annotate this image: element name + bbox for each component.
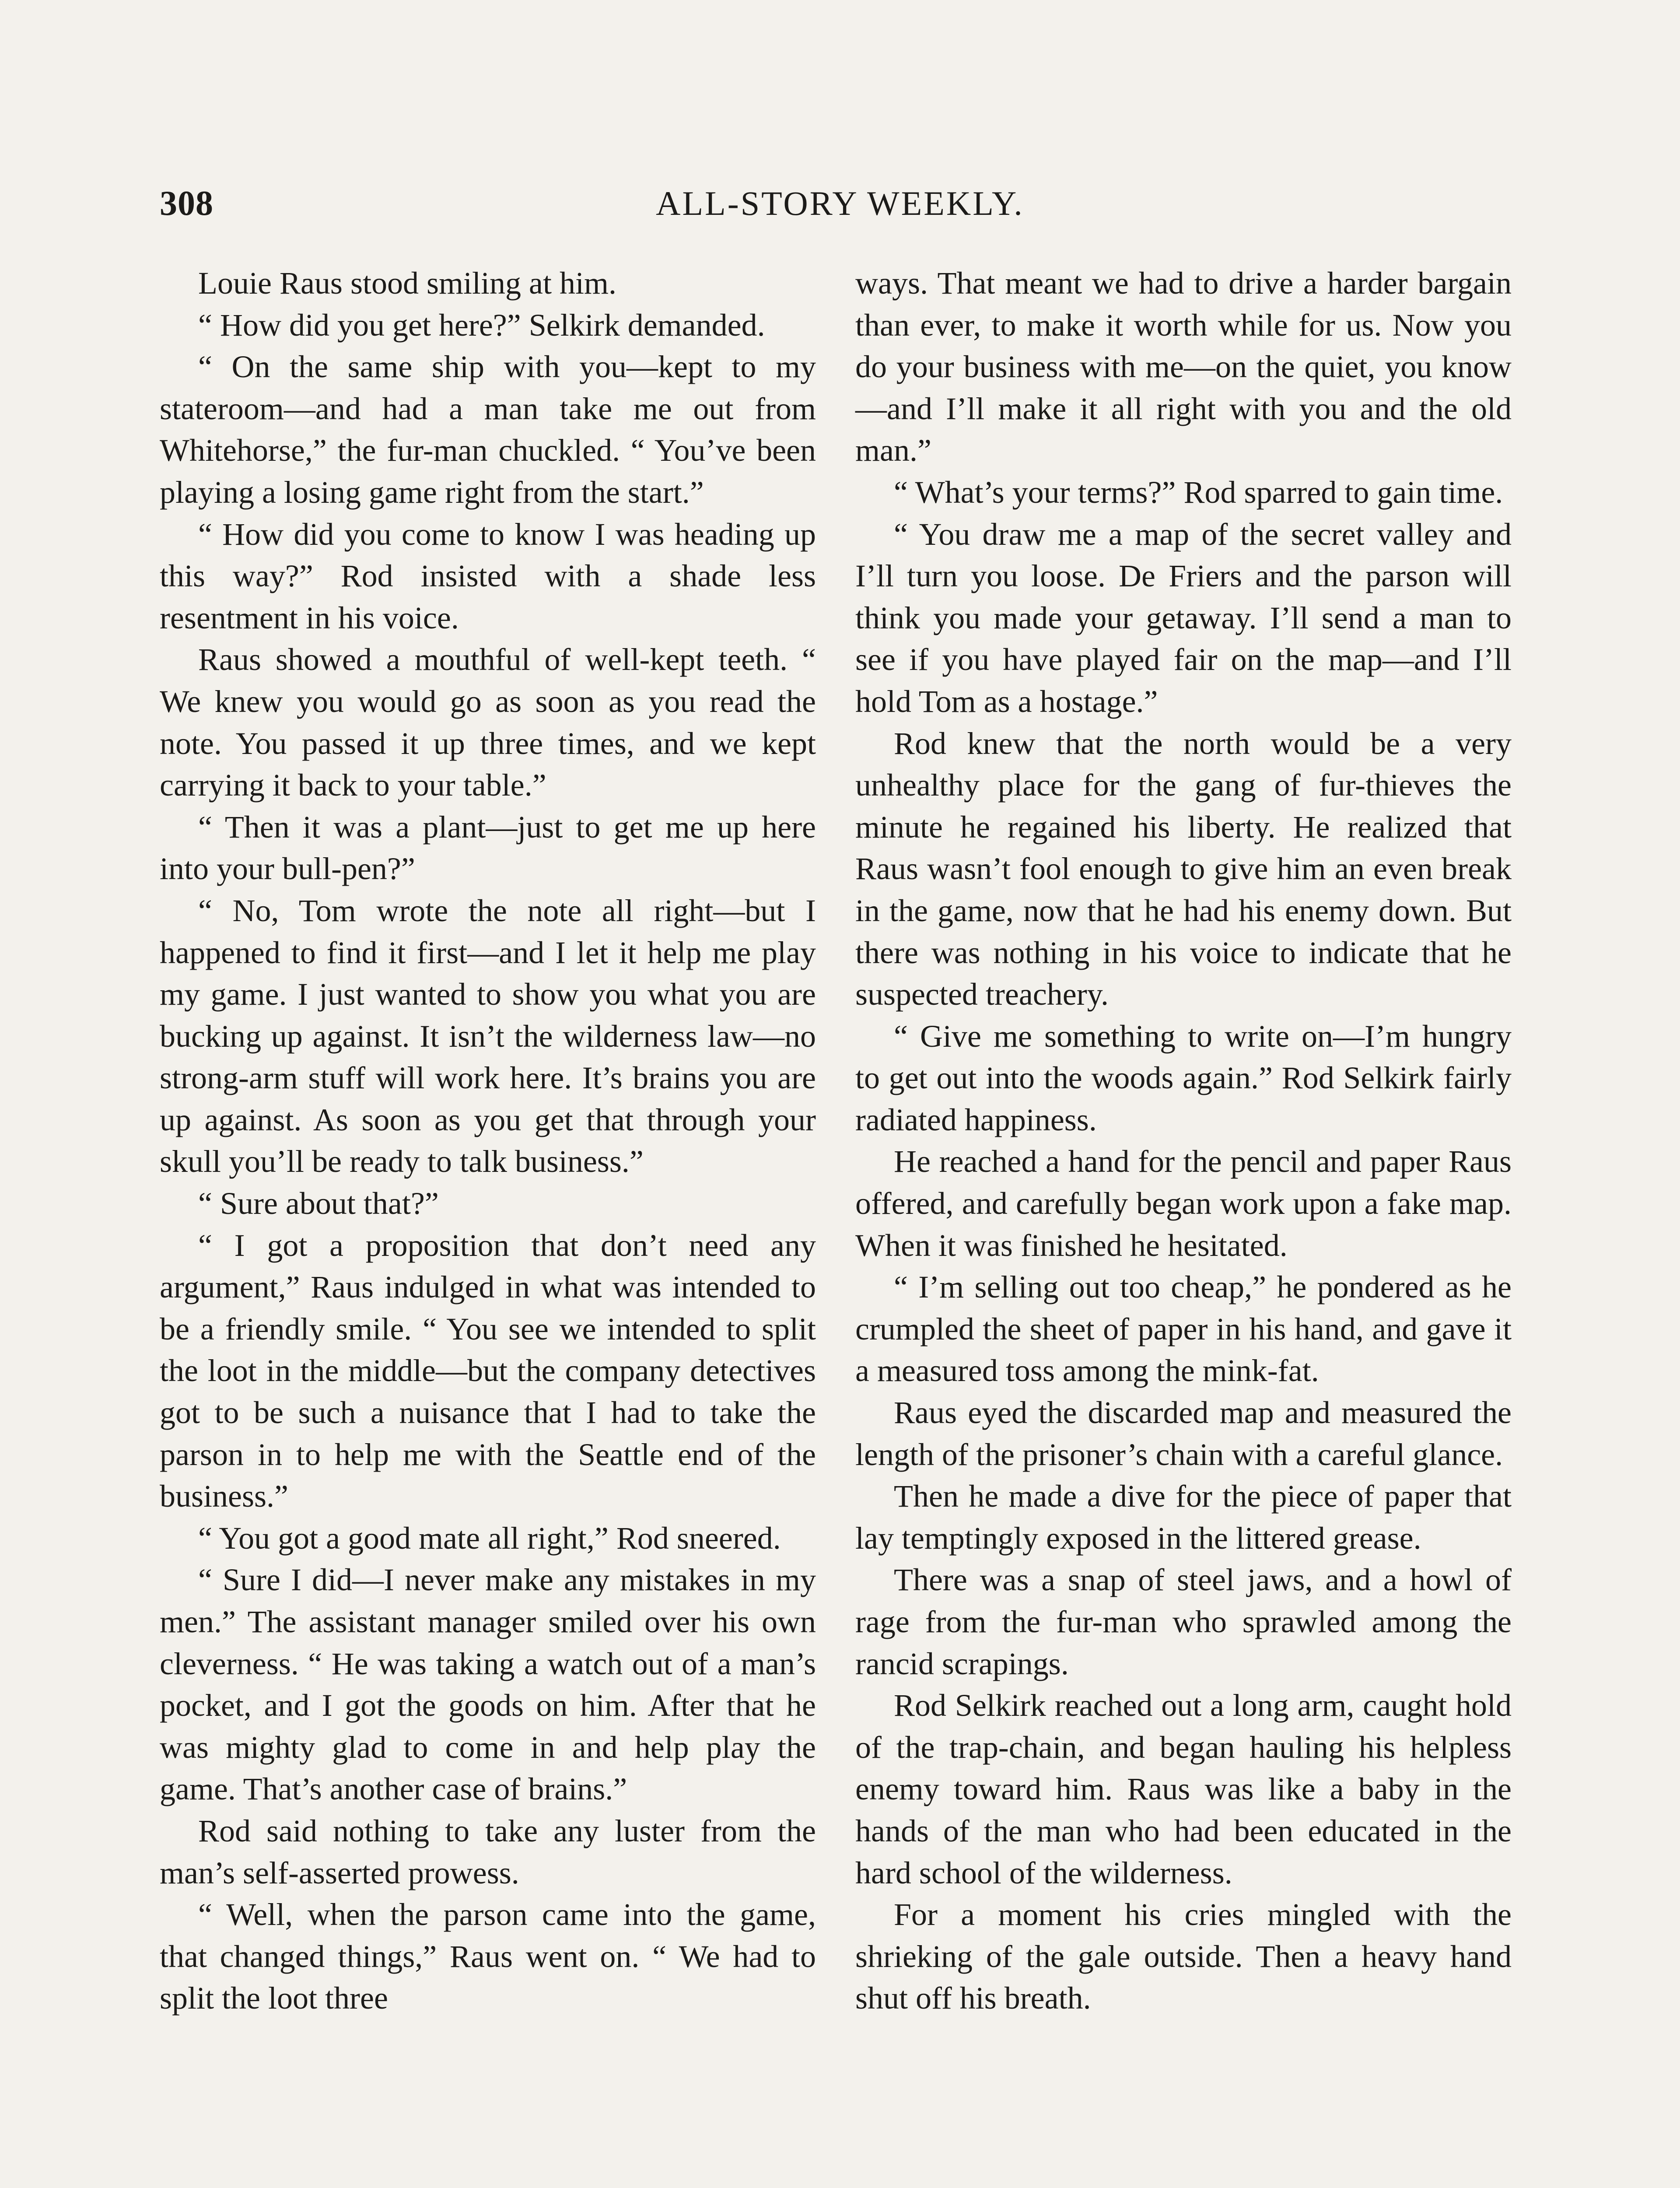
- paragraph: Rod said nothing to take any luster from the man’s self-asserted prowess.: [160, 1813, 816, 1890]
- paragraph: “ I’m selling out too cheap,” he pondered as he crumpled the sheet of paper in his hand, and gave it a measured toss among the mink-fat.: [855, 1269, 1512, 1389]
- running-title: ALL-STORY WEEKLY.: [656, 184, 1024, 222]
- paragraph: “ How did you come to know I was heading up this way?” Rod insisted with a shade less resentment in his voice.: [160, 516, 816, 635]
- paragraph: “ You draw me a map of the secret valley and I’ll turn you loose. De Friers and the parson will think you made your getaway. I’ll send a man to see if you have played fair on the map—and I’ll hold Tom as a hostage.”: [855, 516, 1512, 719]
- paragraph: “ You got a good mate all right,” Rod sneered.: [198, 1520, 781, 1556]
- right-column: [855, 263, 1512, 2020]
- paragraph: “ Then it was a plant—just to get me up here into your bull-pen?”: [160, 809, 816, 887]
- paragraph: “ How did you get here?” Selkirk demanded.: [198, 307, 765, 343]
- paragraph: Louie Raus stood smiling at him.: [198, 266, 616, 301]
- paragraph: Raus showed a mouthful of well-kept teeth. “ We knew you would go as soon as you read the note. You passed it up three times, and we kept carrying it back to your table.”: [160, 642, 816, 803]
- paragraph: Raus eyed the discarded map and measured the length of the prisoner’s chain with a careful glance.: [855, 1395, 1512, 1472]
- paragraph: “ No, Tom wrote the note all right—but I happened to find it first—and I let it help me play my game. I just wanted to show you what you are bucking up against. It isn’t the wilderness law—no strong-arm stuff will work here. It’s brains you are up against. As soon as you get that through your skull you’ll be ready to talk business.”: [160, 893, 816, 1179]
- page-header: [160, 184, 1520, 232]
- paragraph: “ Sure about that?”: [198, 1186, 439, 1221]
- paragraph: Rod knew that the north would be a very unhealthy place for the gang of fur-thieves the minute he regained his liberty. He realized that Raus wasn’t fool enough to give him an even break in the game, now that he had his enemy down. But there was nothing in his voice to indicate that he suspected treachery.: [855, 726, 1512, 1012]
- paragraph: “ Well, when the parson came into the game, that changed things,” Raus went on. “ We had to split the loot three: [160, 1897, 816, 2016]
- paragraph: “ What’s your terms?” Rod sparred to gain time.: [894, 474, 1503, 510]
- paragraph: He reached a hand for the pencil and paper Raus offered, and carefully began work upon a fake map. When it was finished he hesitated.: [855, 1144, 1512, 1263]
- paragraph: Then he made a dive for the piece of paper that lay temptingly exposed in the littered grease.: [855, 1479, 1512, 1556]
- paragraph: “ Sure I did—I never make any mistakes in my men.” The assistant manager smiled over his own cleverness. “ He was taking a watch out of a man’s pocket, and I got the goods on him. After that he was mighty glad to come in and help play the game. That’s another case of brains.”: [160, 1562, 816, 1807]
- paragraph: “ On the same ship with you—kept to my stateroom—and had a man take me out from Whitehorse,” the fur-man chuckled. “ You’ve been playing a losing game right from the start.”: [160, 349, 816, 510]
- paragraph: Rod Selkirk reached out a long arm, caught hold of the trap-chain, and began hauling his helpless enemy toward him. Raus was like a baby in the hands of the man who had been educated in the hard school of the wilderness.: [855, 1688, 1512, 1890]
- paragraph-continuation: ways. That meant we had to drive a harder bargain than ever, to make it worth while for us. Now you do your business with me—on the quiet, you know—and I’ll make it all right with you and the old man.”: [855, 266, 1512, 468]
- page-number: 308: [160, 184, 214, 223]
- paragraph: “ Give me something to write on—I’m hungry to get out into the woods again.” Rod Selkirk fairly radiated happiness.: [855, 1018, 1512, 1137]
- paragraph: For a moment his cries mingled with the shrieking of the gale outside. Then a heavy hand shut off his breath.: [855, 1897, 1512, 2016]
- left-column: [160, 263, 816, 2020]
- paragraph: There was a snap of steel jaws, and a howl of rage from the fur-man who sprawled among the rancid scrapings.: [855, 1562, 1512, 1681]
- paragraph: “ I got a proposition that don’t need any argument,” Raus indulged in what was intended to be a friendly smile. “ You see we intended to split the loot in the middle—but the company detectives got to be such a nuisance that I had to take the parson in to help me with the Seattle end of the business.”: [160, 1227, 816, 1514]
